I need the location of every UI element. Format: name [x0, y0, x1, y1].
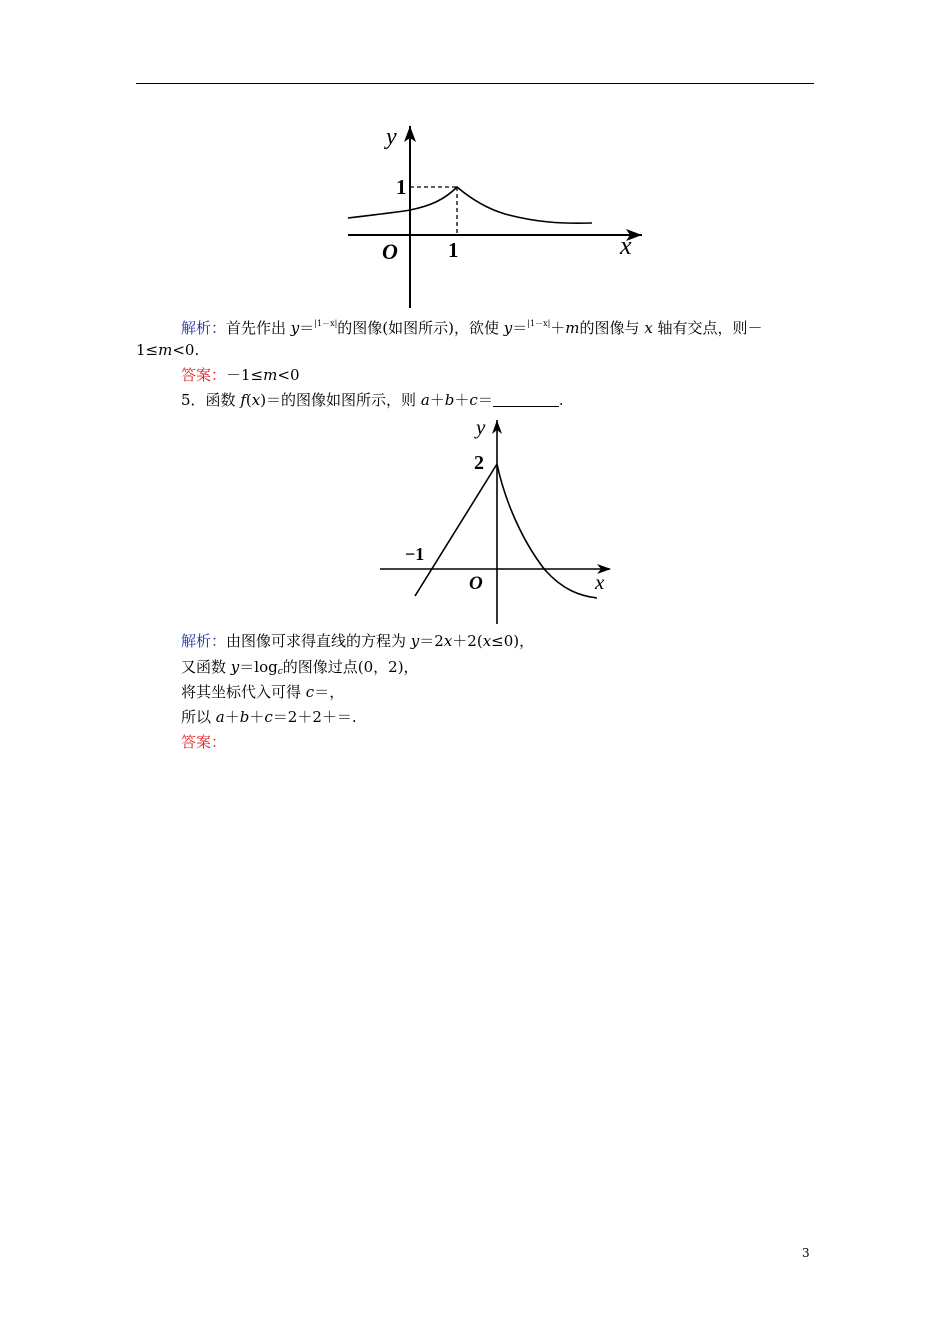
- text-segment: ＋: [454, 391, 470, 409]
- text-segment: ＝2: [419, 632, 444, 650]
- fig1-x-tick-label: 1: [448, 238, 459, 262]
- text-segment: 的图像过点(0，2)，: [282, 658, 419, 676]
- analysis2-line-2: [181, 657, 419, 682]
- log-base-subscript: c: [277, 667, 283, 677]
- fig2-y-tick-label: 2: [474, 452, 484, 474]
- text-segment: 又函数: [181, 658, 231, 676]
- answer-label: 答案：: [181, 366, 227, 384]
- var-x: x: [644, 319, 653, 337]
- text-segment: 的图像(如图所示)，欲使: [337, 319, 504, 337]
- text-segment: ＋: [550, 319, 566, 337]
- answer-line-2: [181, 732, 226, 752]
- figure-2-graph: [375, 412, 620, 627]
- text-segment: ＝: [512, 319, 528, 337]
- fig2-y-label: y: [476, 415, 486, 439]
- fig2-x-label: x: [595, 570, 605, 594]
- header-rule: [136, 83, 814, 84]
- fig1-origin-label: O: [382, 239, 398, 264]
- var-y: y: [503, 319, 513, 337]
- var-y: y: [290, 319, 300, 337]
- text-segment: ＋: [224, 708, 240, 726]
- question-5: [181, 390, 564, 410]
- var-y: y: [410, 632, 420, 650]
- var-y: y: [230, 658, 240, 676]
- analysis2-line-3: [181, 682, 344, 702]
- analysis2-line-4: [181, 707, 357, 727]
- answer-line-1: [181, 365, 300, 385]
- var-c: c: [305, 683, 315, 701]
- page-number: 3: [802, 1246, 810, 1260]
- var-f: f: [240, 391, 246, 409]
- var-a: a: [215, 708, 225, 726]
- var-m: m: [158, 341, 173, 359]
- var-m: m: [565, 319, 580, 337]
- text-segment: ＋: [249, 708, 265, 726]
- text-segment: 轴有交点，则－: [652, 319, 763, 337]
- question-number: 5．函数: [181, 391, 241, 409]
- text-segment: －1≤: [226, 366, 264, 384]
- text-segment: .: [558, 391, 564, 409]
- var-x: x: [443, 632, 453, 650]
- text-segment: 1≤: [136, 341, 159, 359]
- text-segment: ＝，: [314, 683, 345, 701]
- text-segment: ＝: [299, 319, 315, 337]
- text-segment: ＝2＋2＋＝.: [272, 708, 357, 726]
- answer-label: 答案：: [181, 733, 227, 751]
- text-segment: )＝的图像如图所示，则: [260, 391, 421, 409]
- text-segment: ≤0)，: [491, 632, 535, 650]
- figure-1-graph: [340, 118, 650, 313]
- text-segment: ＝: [477, 391, 493, 409]
- fig1-y-tick-label: 1: [396, 175, 407, 199]
- var-x: x: [251, 391, 261, 409]
- fig1-x-label: x: [620, 231, 632, 260]
- fig1-curve: [348, 187, 592, 223]
- fig1-y-label: y: [386, 124, 397, 150]
- var-b: b: [239, 708, 250, 726]
- answer-blank: [493, 393, 559, 407]
- analysis2-line-1: [181, 631, 534, 651]
- var-x: x: [482, 632, 492, 650]
- text-segment: 由图像可求得直线的方程为: [226, 632, 411, 650]
- text-segment: 首先作出: [226, 319, 291, 337]
- analysis-line-1: [181, 314, 763, 338]
- analysis-line-2: [136, 340, 199, 360]
- text-segment: (: [245, 391, 252, 409]
- fig2-line: [415, 464, 497, 596]
- var-a: a: [420, 391, 430, 409]
- text-segment: <0.: [172, 341, 200, 359]
- fig2-x-tick-label: −1: [405, 544, 425, 564]
- var-c: c: [469, 391, 478, 409]
- var-b: b: [444, 391, 455, 409]
- analysis-label: 解析：: [181, 632, 227, 650]
- var-c: c: [264, 708, 273, 726]
- fig2-origin-label: O: [469, 573, 483, 594]
- text-segment: <0: [277, 366, 300, 384]
- superscript-abs: |1－x|: [314, 319, 338, 328]
- text-segment: 所以: [181, 708, 216, 726]
- fig2-log-curve: [497, 464, 597, 598]
- text-segment: 将其坐标代入可得: [181, 683, 306, 701]
- superscript-abs: |1－x|: [527, 319, 551, 328]
- text-segment: ＝log: [239, 658, 278, 676]
- var-m: m: [263, 366, 278, 384]
- text-segment: ＋: [429, 391, 445, 409]
- text-segment: 的图像与: [579, 319, 645, 337]
- analysis-label: 解析：: [181, 319, 227, 337]
- text-segment: ＋2(: [452, 632, 483, 650]
